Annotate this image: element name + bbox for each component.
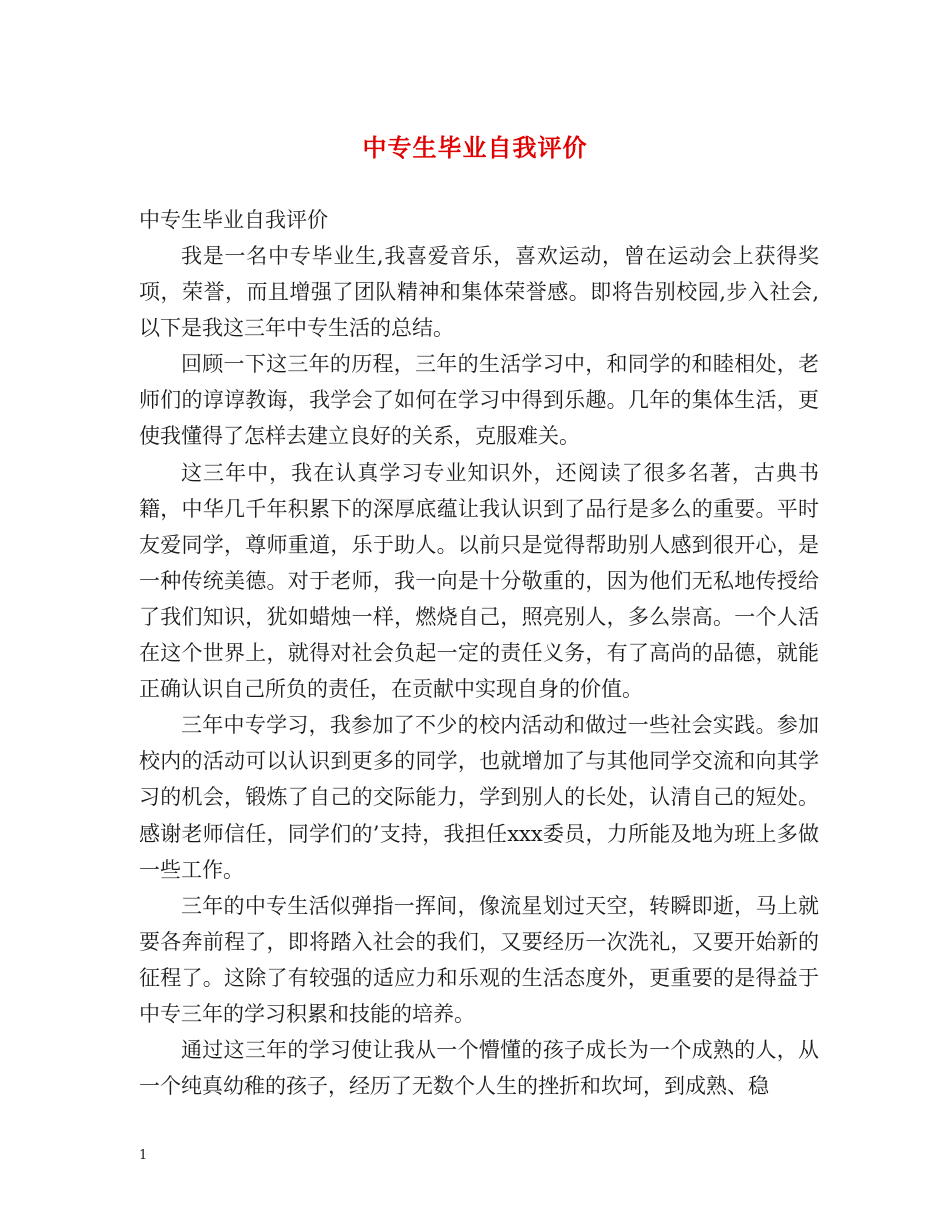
page-number: 1 xyxy=(139,1148,148,1163)
document-subtitle: 中专生毕业自我评价 xyxy=(139,208,328,232)
paragraph-1: 我是一名中专毕业生,我喜爱音乐，喜欢运动，曾在运动会上获得奖项，荣誉，而且增强了团队精神和集体荣誉感。即将告别校园,步入社会,以下是我这三年中专生活的总结。 xyxy=(139,244,819,341)
paragraph-4: 三年中专学习，我参加了不少的校内活动和做过一些社会实践。参加校内的活动可以认识到更多的同学，也就增加了与其他同学交流和向其学习的机会，锻炼了自己的交际能力，学到别人的长处，认清自己的短处。感谢老师信任，同学们的’支持，我担任xxx委员，力所能及地为班上多做一些工作。 xyxy=(139,713,819,882)
paragraph-2: 回顾一下这三年的历程，三年的生活学习中，和同学的和睦相处，老师们的谆谆教诲，我学会了如何在学习中得到乐趣。几年的集体生活，更使我懂得了怎样去建立良好的关系，克服难关。 xyxy=(139,352,819,449)
page-title: 中专生毕业自我评价 xyxy=(362,133,588,162)
document-body xyxy=(139,202,819,1104)
paragraph-6: 通过这三年的学习使让我从一个懵懂的孩子成长为一个成熟的人，从一个纯真幼稚的孩子，经历了无数个人生的挫折和坎坷，到成熟、稳 xyxy=(139,1038,819,1099)
paragraph-3: 这三年中，我在认真学习专业知识外，还阅读了很多名著，古典书籍，中华几千年积累下的深厚底蕴让我认识到了品行是多么的重要。平时友爱同学，尊师重道，乐于助人。以前只是觉得帮助别人感到很开心，是一种传统美德。对于老师，我一向是十分敬重的，因为他们无私地传授给了我们知识，犹如蜡烛一样，燃烧自己，照亮别人，多么崇高。一个人活在这个世界上，就得对社会负起一定的责任义务，有了高尚的品德，就能正确认识自己所负的责任，在贡献中实现自身的价值。 xyxy=(139,460,819,702)
paragraph-5: 三年的中专生活似弹指一挥间，像流星划过天空，转瞬即逝，马上就要各奔前程了，即将踏入社会的我们，又要经历一次洗礼，又要开始新的征程了。这除了有较强的适应力和乐观的生活态度外，更重要的是得益于中专三年的学习积累和技能的培养。 xyxy=(139,893,819,1026)
